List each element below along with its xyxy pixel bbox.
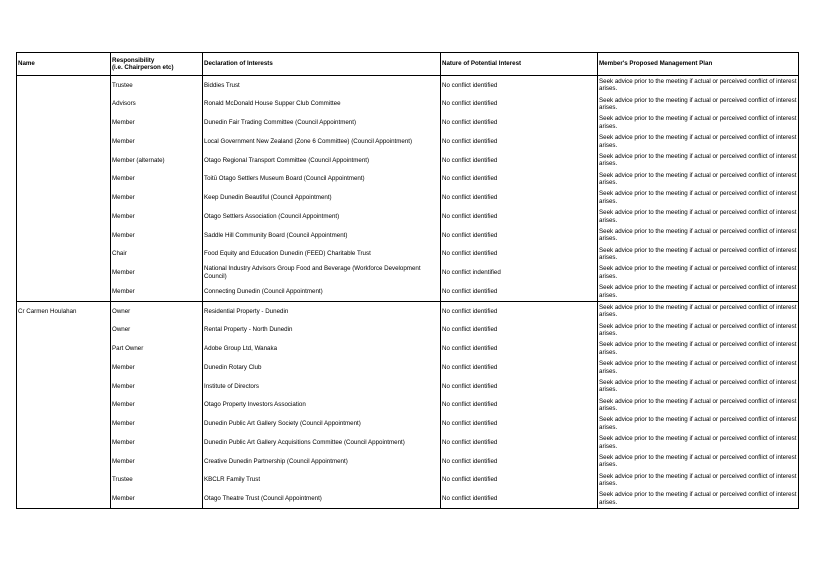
declaration-cell: Adobe Group Ltd, Wanaka — [203, 340, 441, 359]
plan-cell: Seek advice prior to the meeting if actual or perceived conflict of interest arises. — [598, 114, 799, 133]
responsibility-cell: Member — [111, 433, 203, 452]
header-responsibility: Responsibility (i.e. Chairperson etc) — [111, 53, 203, 76]
declaration-cell: Keep Dunedin Beautiful (Council Appointment) — [203, 189, 441, 208]
declaration-cell: KBCLR Family Trust — [203, 471, 441, 490]
nature-cell: No conflict identified — [441, 282, 598, 301]
nature-cell: No conflict identified — [441, 490, 598, 509]
table-body — [17, 76, 799, 509]
member-name-cell — [17, 471, 111, 490]
plan-cell: Seek advice prior to the meeting if actual or perceived conflict of interest arises. — [598, 170, 799, 189]
member-name-cell — [17, 76, 111, 95]
declaration-cell: National Industry Advisors Group Food and Beverage (Workforce Development Council) — [203, 264, 441, 283]
responsibility-cell: Member — [111, 170, 203, 189]
member-name-cell — [17, 189, 111, 208]
plan-cell: Seek advice prior to the meeting if actual or perceived conflict of interest arises. — [598, 433, 799, 452]
declaration-cell: Food Equity and Education Dunedin (FEED) Charitable Trust — [203, 245, 441, 264]
table-row — [17, 490, 799, 509]
member-name-cell — [17, 207, 111, 226]
responsibility-cell: Trustee — [111, 76, 203, 95]
declaration-cell: Toitū Otago Settlers Museum Board (Council Appointment) — [203, 170, 441, 189]
nature-cell: No conflict identified — [441, 433, 598, 452]
nature-cell: No conflict identified — [441, 321, 598, 340]
responsibility-cell: Member — [111, 264, 203, 283]
table-row — [17, 207, 799, 226]
declaration-cell: Institute of Directors — [203, 377, 441, 396]
plan-cell: Seek advice prior to the meeting if actual or perceived conflict of interest arises. — [598, 226, 799, 245]
responsibility-cell: Member — [111, 189, 203, 208]
declaration-cell: Rental Property - North Dunedin — [203, 321, 441, 340]
nature-cell: No conflict identified — [441, 396, 598, 415]
table-row — [17, 282, 799, 301]
plan-cell: Seek advice prior to the meeting if actual or perceived conflict of interest arises. — [598, 490, 799, 509]
nature-cell: No conflict identified — [441, 95, 598, 114]
nature-cell: No conflict indentified — [441, 264, 598, 283]
member-name-cell — [17, 452, 111, 471]
plan-cell: Seek advice prior to the meeting if actual or perceived conflict of interest arises. — [598, 471, 799, 490]
plan-cell: Seek advice prior to the meeting if actual or perceived conflict of interest arises. — [598, 207, 799, 226]
member-name-cell — [17, 415, 111, 434]
responsibility-cell: Member — [111, 415, 203, 434]
plan-cell: Seek advice prior to the meeting if actual or perceived conflict of interest arises. — [598, 151, 799, 170]
table-row — [17, 321, 799, 340]
nature-cell: No conflict identified — [441, 132, 598, 151]
nature-cell: No conflict identified — [441, 340, 598, 359]
member-name-cell — [17, 170, 111, 189]
nature-cell: No conflict identified — [441, 377, 598, 396]
responsibility-cell: Member — [111, 114, 203, 133]
header-name: Name — [17, 53, 111, 76]
member-name-cell — [17, 264, 111, 283]
responsibility-cell: Advisors — [111, 95, 203, 114]
nature-cell: No conflict identified — [441, 358, 598, 377]
nature-cell: No conflict identified — [441, 189, 598, 208]
plan-cell: Seek advice prior to the meeting if actual or perceived conflict of interest arises. — [598, 340, 799, 359]
table-row — [17, 358, 799, 377]
plan-cell: Seek advice prior to the meeting if actual or perceived conflict of interest arises. — [598, 76, 799, 95]
nature-cell: No conflict identified — [441, 245, 598, 264]
responsibility-cell: Part Owner — [111, 340, 203, 359]
responsibility-cell: Member — [111, 207, 203, 226]
table-row — [17, 452, 799, 471]
nature-cell: No conflict identified — [441, 415, 598, 434]
member-name-cell — [17, 321, 111, 340]
header-declaration: Declaration of Interests — [203, 53, 441, 76]
declaration-cell: Otago Property Investors Association — [203, 396, 441, 415]
responsibility-cell: Member (alternate) — [111, 151, 203, 170]
table-row — [17, 340, 799, 359]
plan-cell: Seek advice prior to the meeting if actual or perceived conflict of interest arises. — [598, 358, 799, 377]
member-name-cell — [17, 114, 111, 133]
plan-cell: Seek advice prior to the meeting if actual or perceived conflict of interest arises. — [598, 132, 799, 151]
nature-cell: No conflict identified — [441, 226, 598, 245]
member-name-cell — [17, 245, 111, 264]
member-name-cell — [17, 340, 111, 359]
member-name-cell — [17, 95, 111, 114]
member-name-cell — [17, 377, 111, 396]
declaration-cell: Creative Dunedin Partnership (Council Appointment) — [203, 452, 441, 471]
declaration-cell: Ronald McDonald House Supper Club Committee — [203, 95, 441, 114]
declaration-cell: Dunedin Public Art Gallery Acquisitions Committee (Council Appointment) — [203, 433, 441, 452]
declaration-cell: Local Government New Zealand (Zone 6 Committee) (Council Appointment) — [203, 132, 441, 151]
responsibility-cell: Member — [111, 490, 203, 509]
plan-cell: Seek advice prior to the meeting if actual or perceived conflict of interest arises. — [598, 415, 799, 434]
responsibility-cell: Member — [111, 132, 203, 151]
member-name-cell — [17, 490, 111, 509]
table-row — [17, 471, 799, 490]
plan-cell: Seek advice prior to the meeting if actual or perceived conflict of interest arises. — [598, 321, 799, 340]
plan-cell: Seek advice prior to the meeting if actual or perceived conflict of interest arises. — [598, 282, 799, 301]
responsibility-cell: Chair — [111, 245, 203, 264]
nature-cell: No conflict identified — [441, 471, 598, 490]
member-name-cell — [17, 151, 111, 170]
responsibility-cell: Member — [111, 282, 203, 301]
table-row — [17, 114, 799, 133]
table-row — [17, 76, 799, 95]
nature-cell: No conflict identified — [441, 114, 598, 133]
nature-cell: No conflict identified — [441, 151, 598, 170]
table-row — [17, 396, 799, 415]
member-name-cell — [17, 358, 111, 377]
table-row — [17, 433, 799, 452]
declaration-cell: Biddies Trust — [203, 76, 441, 95]
plan-cell: Seek advice prior to the meeting if actual or perceived conflict of interest arises. — [598, 245, 799, 264]
table-row — [17, 95, 799, 114]
table-row — [17, 151, 799, 170]
table-row — [17, 377, 799, 396]
plan-cell: Seek advice prior to the meeting if actual or perceived conflict of interest arises. — [598, 264, 799, 283]
responsibility-cell: Owner — [111, 321, 203, 340]
declaration-cell: Dunedin Fair Trading Committee (Council Appointment) — [203, 114, 441, 133]
header-nature: Nature of Potential Interest — [441, 53, 598, 76]
table-row — [17, 132, 799, 151]
table-row — [17, 415, 799, 434]
declaration-cell: Otago Theatre Trust (Council Appointment) — [203, 490, 441, 509]
member-name-cell — [17, 226, 111, 245]
declaration-cell: Otago Settlers Association (Council Appointment) — [203, 207, 441, 226]
member-name-cell — [17, 282, 111, 301]
member-name-cell — [17, 132, 111, 151]
table-row — [17, 189, 799, 208]
nature-cell: No conflict identified — [441, 76, 598, 95]
table-row — [17, 170, 799, 189]
table-row — [17, 226, 799, 245]
plan-cell: Seek advice prior to the meeting if actual or perceived conflict of interest arises. — [598, 95, 799, 114]
member-name-cell — [17, 433, 111, 452]
responsibility-cell: Trustee — [111, 471, 203, 490]
declaration-cell: Dunedin Rotary Club — [203, 358, 441, 377]
nature-cell: No conflict identified — [441, 170, 598, 189]
nature-cell: No conflict identified — [441, 452, 598, 471]
nature-cell: No conflict identified — [441, 302, 598, 321]
responsibility-cell: Member — [111, 358, 203, 377]
table-row — [17, 264, 799, 283]
plan-cell: Seek advice prior to the meeting if actual or perceived conflict of interest arises. — [598, 189, 799, 208]
declaration-of-interests-table — [16, 52, 799, 509]
table-row — [17, 245, 799, 264]
responsibility-cell: Member — [111, 226, 203, 245]
plan-cell: Seek advice prior to the meeting if actual or perceived conflict of interest arises. — [598, 452, 799, 471]
declaration-cell: Connecting Dunedin (Council Appointment) — [203, 282, 441, 301]
header-plan: Member's Proposed Management Plan — [598, 53, 799, 76]
declaration-cell: Dunedin Public Art Gallery Society (Council Appointment) — [203, 415, 441, 434]
nature-cell: No conflict identified — [441, 207, 598, 226]
responsibility-cell: Member — [111, 377, 203, 396]
plan-cell: Seek advice prior to the meeting if actual or perceived conflict of interest arises. — [598, 377, 799, 396]
declaration-cell: Otago Regional Transport Committee (Council Appointment) — [203, 151, 441, 170]
table-row — [17, 302, 799, 321]
responsibility-cell: Member — [111, 396, 203, 415]
declaration-cell: Residential Property - Dunedin — [203, 302, 441, 321]
member-name-cell — [17, 396, 111, 415]
declaration-cell: Saddle Hill Community Board (Council Appointment) — [203, 226, 441, 245]
plan-cell: Seek advice prior to the meeting if actual or perceived conflict of interest arises. — [598, 302, 799, 321]
member-name-cell: Cr Carmen Houlahan — [17, 302, 111, 321]
responsibility-cell: Owner — [111, 302, 203, 321]
plan-cell: Seek advice prior to the meeting if actual or perceived conflict of interest arises. — [598, 396, 799, 415]
responsibility-cell: Member — [111, 452, 203, 471]
header-row — [17, 53, 799, 76]
